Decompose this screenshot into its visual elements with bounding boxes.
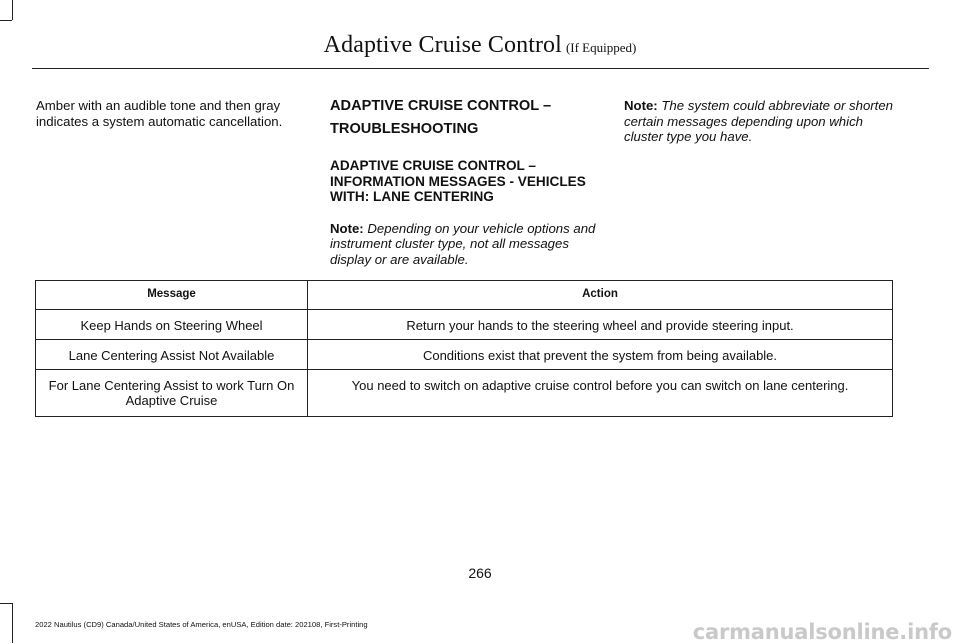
- footer-edition-info: 2022 Nautilus (CD9) Canada/United States of America, enUSA, Edition date: 202108, First-Printing: [35, 620, 368, 629]
- message-cell: Keep Hands on Steering Wheel: [36, 310, 308, 340]
- action-cell: Return your hands to the steering wheel and provide steering input.: [308, 310, 893, 340]
- subheading: ADAPTIVE CRUISE CONTROL – INFORMATION MESSAGES - VEHICLES WITH: LANE CENTERING: [330, 158, 586, 204]
- table-row: [36, 340, 893, 370]
- header-message: Message: [36, 281, 308, 310]
- note-text: Depending on your vehicle options and instrument cluster type, not all messages display or are available.: [330, 220, 596, 267]
- cancellation-paragraph: Amber with an audible tone and then gray indicates a system automatic cancellation.: [36, 98, 283, 129]
- column-2: [330, 98, 602, 267]
- crop-mark-top-left-vertical: [12, 0, 13, 20]
- note-label: Note:: [330, 220, 364, 236]
- header-rule: [32, 68, 929, 69]
- section-heading-line-1: ADAPTIVE CRUISE CONTROL –: [330, 98, 552, 114]
- note-paragraph: [624, 98, 896, 145]
- action-cell: You need to switch on adaptive cruise control before you can switch on lane centering.: [308, 370, 893, 417]
- section-heading: [330, 98, 602, 138]
- watermark: carmanualsonline.info: [692, 620, 952, 644]
- table-header-row: [36, 281, 893, 310]
- column-3: [624, 98, 896, 145]
- note-paragraph: [330, 221, 602, 268]
- page-number: 266: [468, 565, 492, 581]
- page-title-suffix: (If Equipped): [565, 40, 637, 55]
- information-messages-table: [35, 280, 893, 417]
- note-label: Note:: [624, 98, 658, 113]
- page-header: [0, 32, 960, 59]
- table-row: [36, 310, 893, 340]
- message-cell: For Lane Centering Assist to work Turn On Adaptive Cruise: [36, 370, 308, 417]
- crop-mark-bottom-left-horizontal: [0, 603, 12, 604]
- crop-mark-bottom-left-vertical: [12, 603, 13, 643]
- action-cell: Conditions exist that prevent the system from being available.: [308, 340, 893, 370]
- page-title: Adaptive Cruise Control: [323, 32, 562, 58]
- table-row: [36, 370, 893, 417]
- column-1: [36, 98, 298, 129]
- message-cell: Lane Centering Assist Not Available: [36, 340, 308, 370]
- section-heading-line-2: TROUBLESHOOTING: [330, 121, 479, 137]
- note-text: The system could abbreviate or shorten certain messages depending upon which cluster type you have.: [624, 98, 894, 144]
- crop-mark-top-left-horizontal: [0, 20, 12, 21]
- header-action: Action: [308, 281, 893, 310]
